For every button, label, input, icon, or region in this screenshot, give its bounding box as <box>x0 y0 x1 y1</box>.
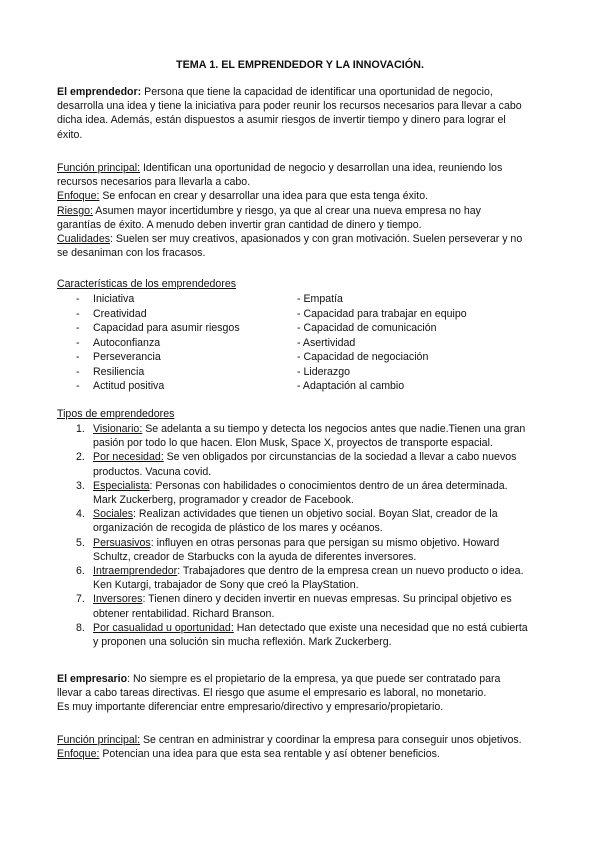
caracteristica-right: - Adaptación al cambio <box>297 380 405 392</box>
field-enfoque <box>57 747 527 761</box>
tipo-item <box>76 422 531 450</box>
tipo-label: Intraemprendedor <box>93 565 178 578</box>
item-number: 4. <box>76 508 85 521</box>
tipo-item <box>76 479 531 507</box>
tipo-text: : Tienen dinero y deciden invertir en nuevas empresas. Su principal objetivo es obtener rentabilidad. Richard Branson. <box>93 593 512 620</box>
tipo-text: Han detectado que existe una necesidad que no está cubierta y proponen una solución sin mucha reflexión. Mark Zuckerberg. <box>93 621 528 649</box>
tipo-label: Especialista <box>93 479 150 492</box>
field-riesgo <box>57 204 527 232</box>
emprendedor-fields <box>57 161 527 260</box>
field-text: : Suelen ser muy creativos, apasionados y con gran motivación. Suelen perseverar y no se desaniman con los fracasos. <box>57 233 523 260</box>
bullet-dash: - <box>76 307 80 320</box>
item-number: 1. <box>76 423 85 435</box>
caracteristica-left: Perseverancia <box>93 351 161 363</box>
field-cualidades <box>57 232 527 260</box>
empresario-definition <box>57 672 527 715</box>
tipos-list <box>76 422 531 649</box>
tipo-item <box>76 536 531 564</box>
tipo-label: Inversores <box>93 593 143 606</box>
field-text: Identifican una oportunidad de negocio y desarrollan una idea, reuniendo los recursos necesarios para llevarla a cabo. <box>57 162 503 189</box>
caracteristica-right: - Liderazgo <box>297 365 350 378</box>
tipo-label: Por casualidad u oportunidad: <box>93 621 234 634</box>
emprendedor-definition <box>57 85 527 142</box>
tipo-text: : influyen en otras personas para que persigan su mismo objetivo. Howard Schultz, creador de Starbucks con la ayuda de diferentes inversores. <box>93 536 500 563</box>
empresario-note: Es muy importante diferenciar entre empresario/directivo y empresario/propietario. <box>57 701 444 714</box>
caracteristica-left: Iniciativa <box>93 293 135 305</box>
caracteristica-right: - Capacidad de negociación <box>297 351 429 363</box>
tipo-item <box>76 507 531 535</box>
empresario-text: : No siempre es el propietario de la empresa, ya que puede ser contratado para llevar a cabo tareas directivas. El riesgo que asume el empresario es laboral, no monetario. <box>57 673 501 700</box>
field-label: Cualidades <box>57 233 111 246</box>
item-number: 7. <box>76 593 85 606</box>
caracteristica-left: Capacidad para asumir riesgos <box>93 322 240 334</box>
tipo-item <box>76 450 531 478</box>
caracteristica-left: Resiliencia <box>93 365 145 378</box>
caracteristica-row <box>76 321 526 335</box>
field-enfoque <box>57 189 527 203</box>
bullet-dash: - <box>76 380 80 392</box>
item-number: 8. <box>76 621 85 634</box>
tipo-text: : Personas con habilidades o conocimientos dentro de un área determinada. Mark Zuckerberg, programador y creador de Facebook. <box>93 479 508 507</box>
emprendedor-label: El emprendedor: <box>57 86 142 98</box>
bullet-dash: - <box>76 322 80 334</box>
caracteristica-row <box>76 350 526 364</box>
caracteristica-right: - Asertividad <box>297 336 356 349</box>
tipo-label: Visionario: <box>93 423 143 435</box>
tipos-heading: Tipos de emprendedores <box>57 408 175 420</box>
caracteristica-left: Actitud positiva <box>93 380 165 392</box>
empresario-fields <box>57 733 527 761</box>
tipo-label: Sociales <box>93 508 134 521</box>
bullet-dash: - <box>76 293 80 305</box>
tipo-item <box>76 621 531 649</box>
bullet-dash: - <box>76 351 80 363</box>
tipo-item <box>76 564 531 592</box>
caracteristica-left: Autoconfianza <box>93 336 161 349</box>
tipo-label: Persuasivos <box>93 536 151 549</box>
bullet-dash: - <box>76 365 80 378</box>
empresario-label: El empresario <box>57 673 128 685</box>
tipo-item <box>76 592 531 620</box>
tipo-text: : Trabajadores que dentro de la empresa crean un nuevo producto o idea. Ken Kutargi, trabajador de Sony que creó la PlayStation. <box>93 565 524 592</box>
tipo-text: Se adelanta a su tiempo y detecta los negocios antes que nadie.Tienen una gran pasión por todo lo que hacen. Elon Musk, Space X, proyectos de transporte espacial. <box>93 423 526 450</box>
caracteristica-row <box>76 307 526 321</box>
page-title: TEMA 1. EL EMPRENDEDOR Y LA INNOVACIÓN. <box>176 59 424 71</box>
tipo-label: Por necesidad: <box>93 451 164 464</box>
field-text: Se centran en administrar y coordinar la empresa para conseguir unos objetivos. <box>140 734 522 746</box>
field-text: Potencian una idea para que esta sea rentable y así obtener beneficios. <box>99 748 440 761</box>
caracteristica-right: - Capacidad de comunicación <box>297 322 437 334</box>
field-funcion <box>57 161 527 189</box>
caracteristica-right: - Empatía <box>297 293 343 305</box>
field-label: Enfoque: <box>57 748 100 761</box>
caracteristicas-heading: Características de los emprendedores <box>57 278 237 290</box>
field-label: Riesgo: <box>57 204 93 217</box>
field-label: Función principal: <box>57 734 141 746</box>
tipo-text: : Realizan actividades que tienen un objetivo social. Boyan Slat, creador de la organización de recogida de plástico de los mares y océanos. <box>93 508 498 535</box>
field-label: Enfoque: <box>57 190 100 203</box>
caracteristica-row <box>76 336 526 350</box>
bullet-dash: - <box>76 336 80 349</box>
field-label: Función principal: <box>57 162 141 174</box>
field-text: Se enfocan en crear y desarrollar una idea para que esta tenga éxito. <box>99 190 429 203</box>
caracteristica-row <box>76 365 526 379</box>
caracteristica-right: - Capacidad para trabajar en equipo <box>297 307 467 320</box>
caracteristica-left: Creatividad <box>93 307 147 320</box>
tipo-text: Se ven obligados por circunstancias de la sociedad a llevar a cabo nuevos productos. Vacuna covid. <box>93 451 517 478</box>
field-text: Asumen mayor incertidumbre y riesgo, ya que al crear una nueva empresa no hay garantías de éxito. A menudo deben invertir gran cantidad de dinero y tiempo. <box>57 204 481 231</box>
caracteristica-row <box>76 292 526 306</box>
item-number: 6. <box>76 565 85 578</box>
item-number: 3. <box>76 479 85 492</box>
field-funcion <box>57 733 527 747</box>
item-number: 5. <box>76 536 85 549</box>
emprendedor-text: Persona que tiene la capacidad de identificar una oportunidad de negocio, desarrolla una idea y tiene la iniciativa para poder reunir los recursos necesarios para llevar a cabo dicha idea. Además, están dispuestos a asumir riesgos de invertir tiempo y dinero para lograr el éxito. <box>57 86 522 141</box>
caracteristica-row <box>76 379 526 393</box>
item-number: 2. <box>76 451 85 464</box>
